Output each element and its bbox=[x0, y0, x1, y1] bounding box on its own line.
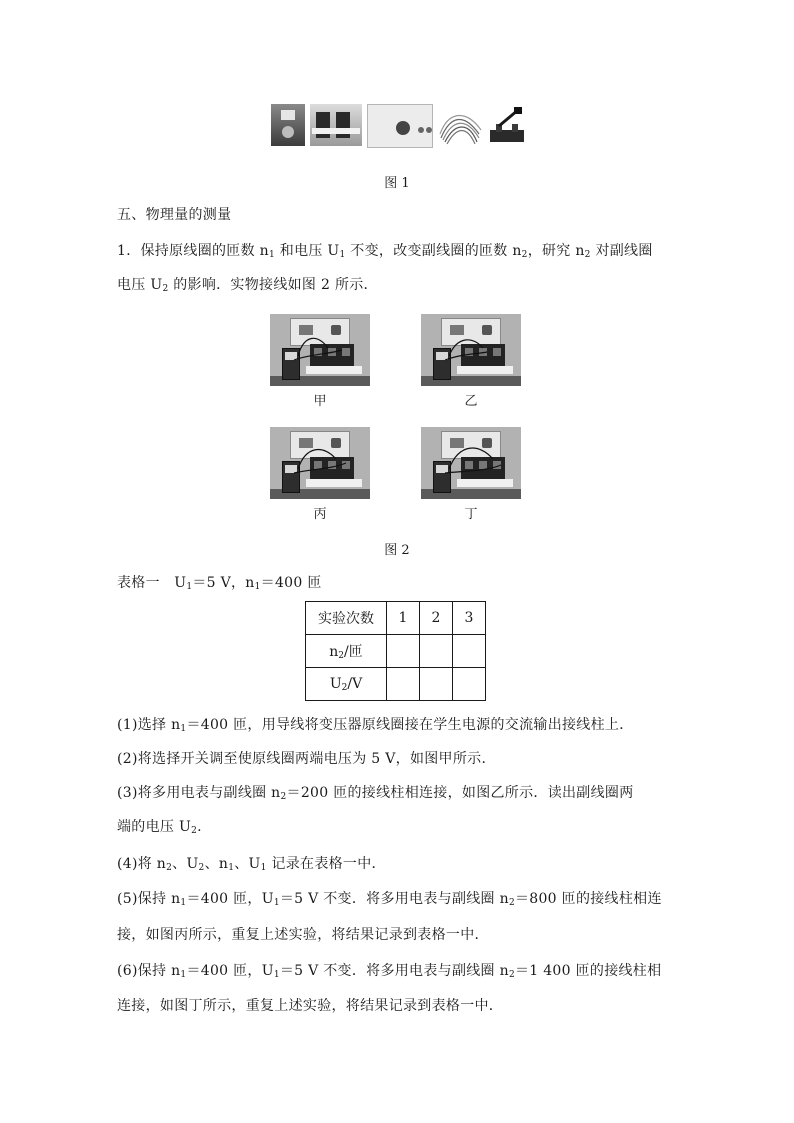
table-row-label: $n_2/$匝 bbox=[306, 635, 387, 668]
wiring-photo-ding bbox=[421, 427, 521, 499]
label-jia: 甲 bbox=[313, 394, 327, 409]
table-column-header: 2 bbox=[420, 602, 453, 635]
table-column-header: 3 bbox=[453, 602, 486, 635]
table-row bbox=[306, 668, 486, 701]
switch-icon bbox=[488, 104, 526, 146]
label-ding: 丁 bbox=[464, 507, 478, 522]
step-3-continued: 端的电压 $U_2$. bbox=[117, 819, 202, 836]
step-6: (6)保持 $n_1=400$ 匝，$U_1=5$ V 不变．将多用电表与副线圈 $n_2=1$ 400 匝的接线柱相 bbox=[117, 963, 662, 980]
step-4: (4)将 $n_2$、$U_2$、$n_1$、$U_1$ 记录在表格一中． bbox=[117, 856, 386, 873]
table-column-header: 1 bbox=[387, 602, 420, 635]
table-row-label: $U_2/V$ bbox=[306, 668, 387, 701]
paragraph-line-1: 1．保持原线圈的匝数 $n_1$ 和电压 $U_1$ 不变，改变副线圈的匝数 $n_2$，研究 $n_2$ 对副线圈 bbox=[117, 243, 653, 260]
table-row bbox=[306, 635, 486, 668]
multimeter-icon bbox=[271, 104, 305, 146]
wiring-photo-jia bbox=[270, 314, 370, 386]
table-cell bbox=[453, 635, 486, 668]
table-cell bbox=[420, 635, 453, 668]
power-supply-icon bbox=[367, 104, 433, 148]
wiring-photo-bing bbox=[270, 427, 370, 499]
section-title: 五、物理量的测量 bbox=[117, 207, 232, 223]
label-yi: 乙 bbox=[464, 394, 478, 409]
figure-1-caption: 图 1 bbox=[384, 176, 410, 191]
step-1: (1)选择 $n_1=400$ 匝，用导线将变压器原线圈接在学生电源的交流输出接线柱上． bbox=[117, 717, 634, 734]
table-cell bbox=[387, 635, 420, 668]
data-table bbox=[305, 601, 486, 701]
figure-2-caption: 图 2 bbox=[384, 543, 410, 558]
paragraph-line-2: 电压 $U_2$ 的影响．实物接线如图 2 所示． bbox=[117, 277, 378, 294]
table-header-cell: 实验次数 bbox=[306, 602, 387, 635]
step-3: (3)将多用电表与副线圈 $n_2=200$ 匝的接线柱相连接，如图乙所示．读出副线圈两 bbox=[117, 785, 634, 802]
step-5: (5)保持 $n_1=400$ 匝，$U_1=5$ V 不变．将多用电表与副线圈 $n_2=800$ 匝的接线柱相连 bbox=[117, 891, 662, 908]
step-2: (2)将选择开关调至使原线圈两端电压为 5 V，如图甲所示． bbox=[117, 751, 496, 767]
table-cell bbox=[387, 668, 420, 701]
wires-icon bbox=[437, 104, 483, 146]
step-6-continued: 连接，如图丁所示，重复上述实验，将结果记录到表格一中． bbox=[117, 998, 504, 1014]
table-header-row bbox=[306, 602, 486, 635]
table-cell bbox=[420, 668, 453, 701]
wiring-photo-yi bbox=[421, 314, 521, 386]
table-cell bbox=[453, 668, 486, 701]
table-1-caption: 表格一 $U_1=5$ V，$n_1=400$ 匝 bbox=[117, 575, 322, 592]
transformer-icon bbox=[310, 104, 362, 146]
label-bing: 丙 bbox=[313, 507, 327, 522]
step-5-continued: 接，如图丙所示，重复上述实验，将结果记录到表格一中． bbox=[117, 927, 489, 943]
